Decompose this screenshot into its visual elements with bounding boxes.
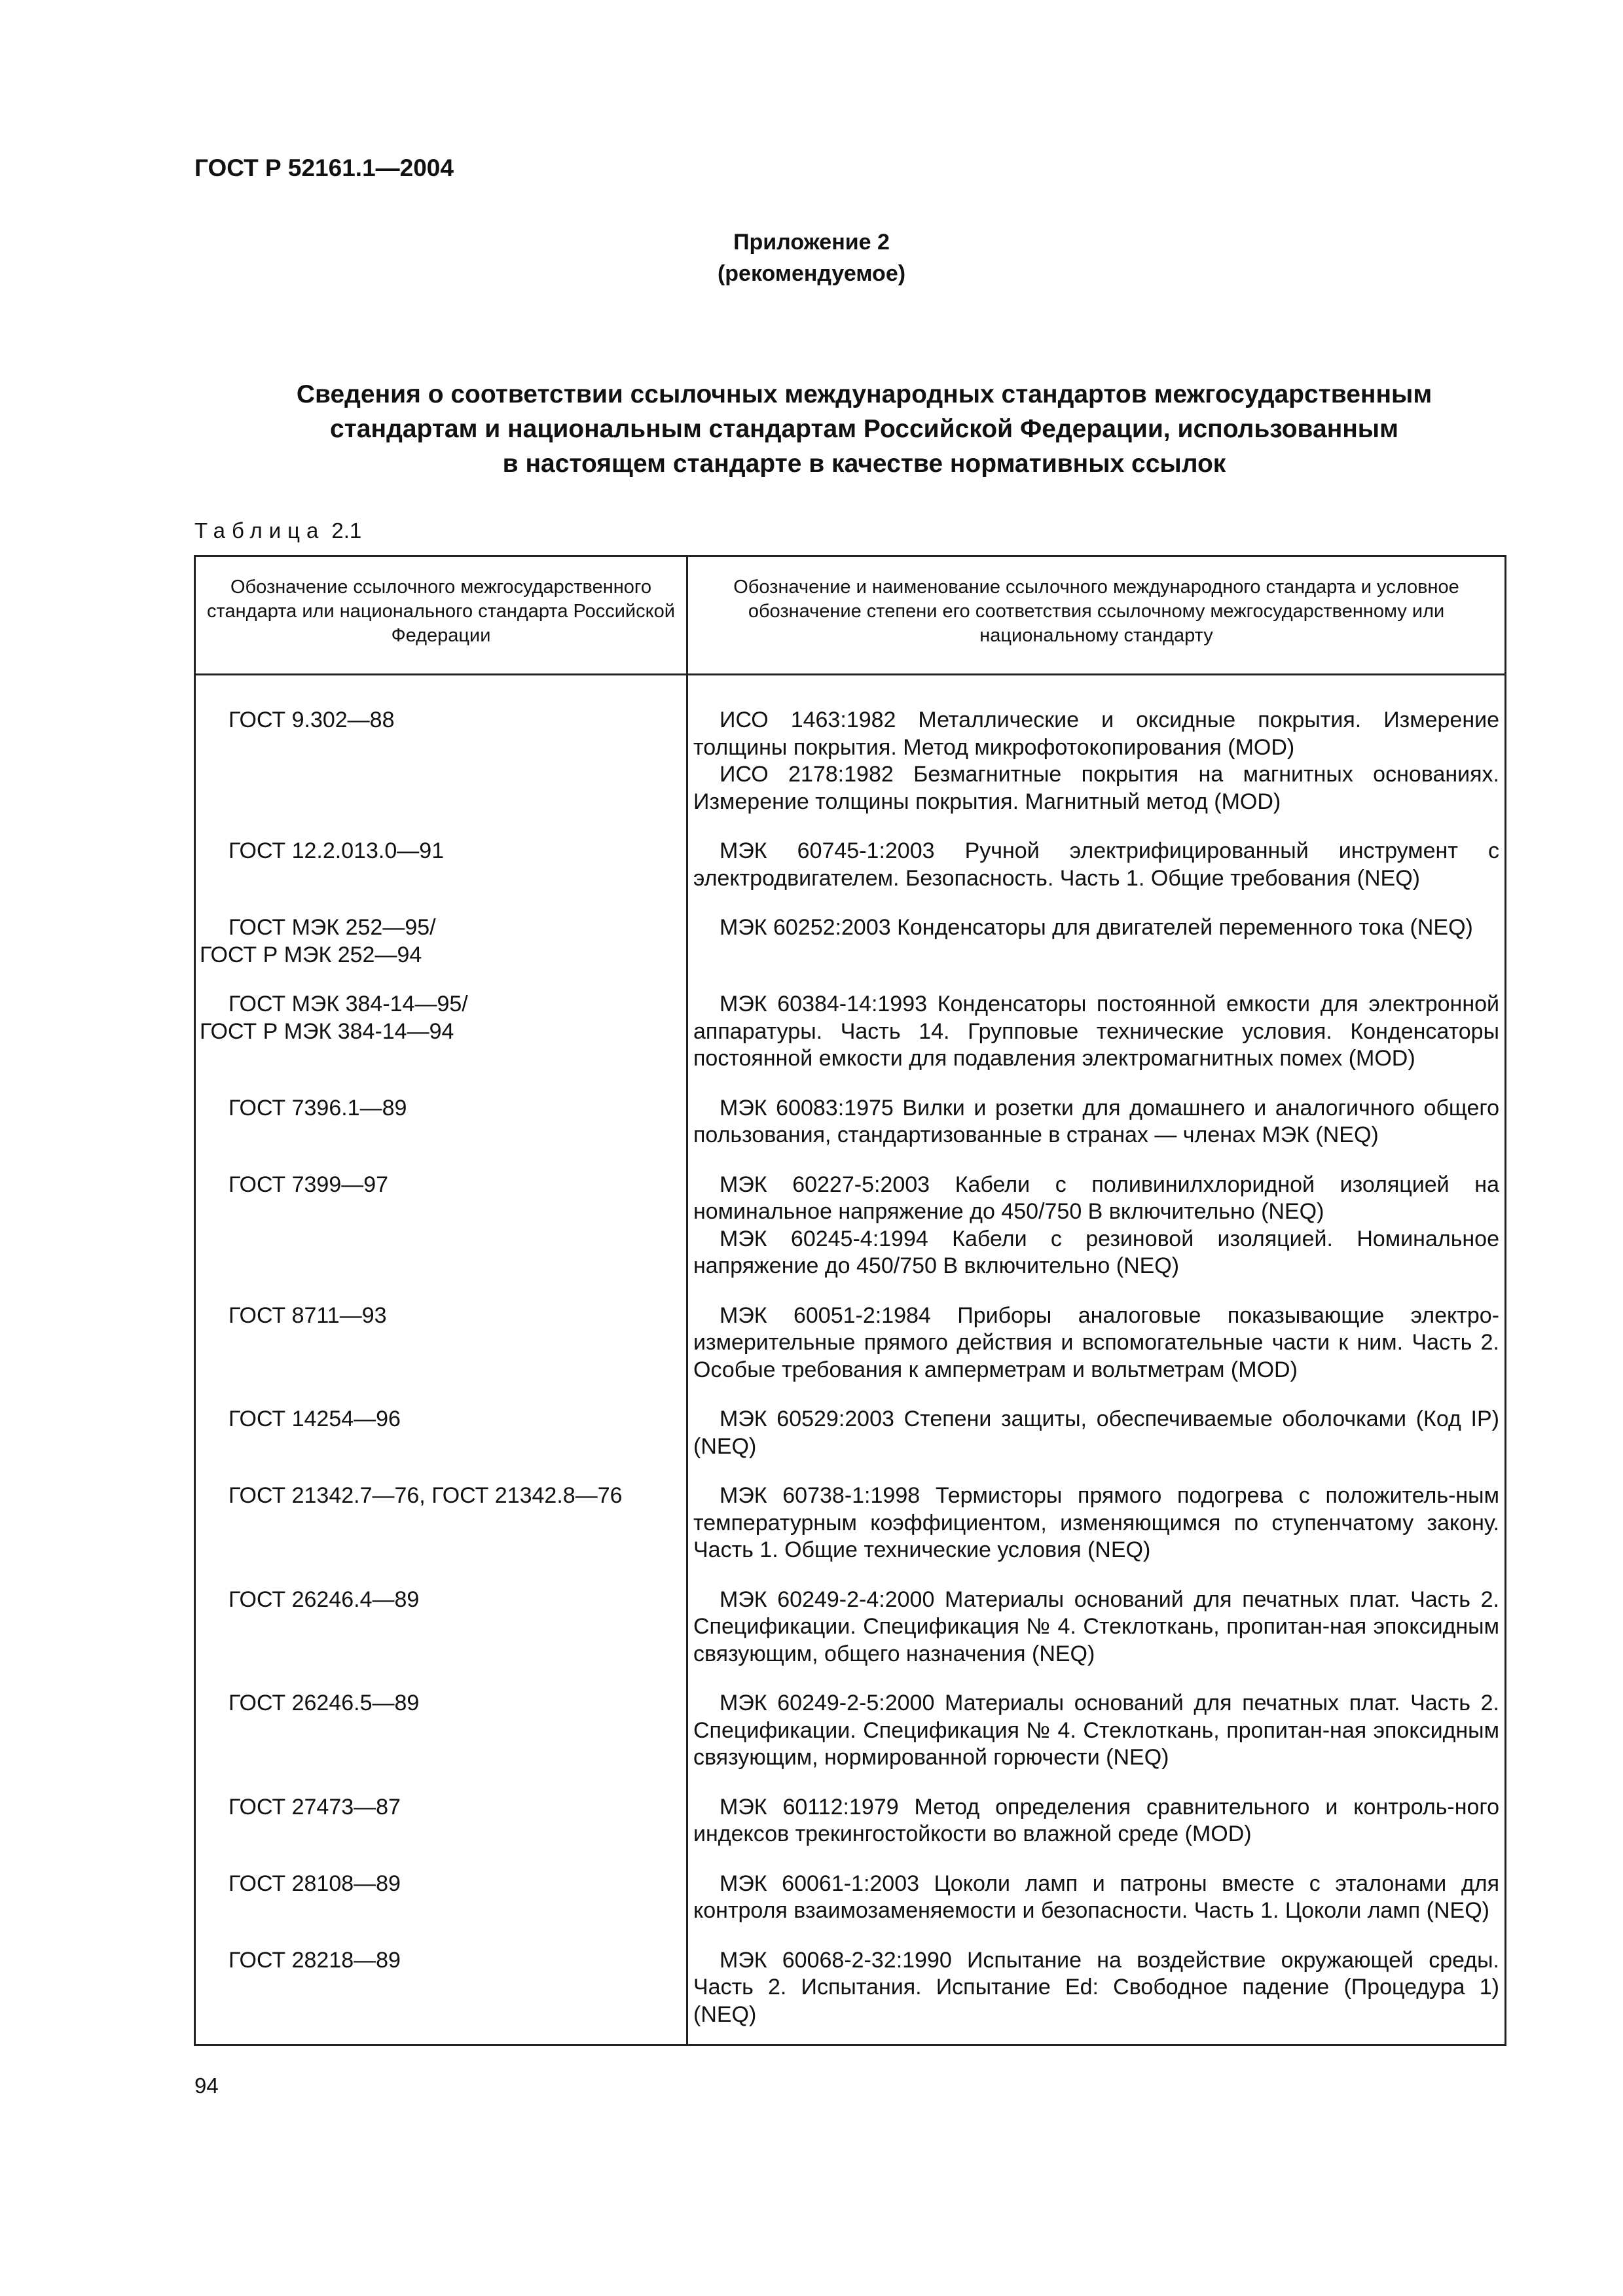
international-standard-cell bbox=[687, 1165, 1506, 1296]
appendix-heading bbox=[0, 226, 1623, 289]
international-standard-cell bbox=[687, 1296, 1506, 1400]
international-standard-entry: МЭК 60061-1:2003 Цоколи ламп и патроны вместе с эталонами для контроля взаимозаменяемости и безопасности. Часть 1. Цоколи ламп (NEQ) bbox=[693, 1871, 1499, 1923]
international-standard-entry: МЭК 60252:2003 Конденсаторы для двигателей переменного тока (NEQ) bbox=[720, 915, 1473, 940]
national-standard-cell bbox=[195, 1165, 687, 1296]
table-row bbox=[195, 1296, 1506, 1400]
table-row bbox=[195, 1399, 1506, 1476]
international-standard-entry: МЭК 60529:2003 Степени защиты, обеспечиваемые оболочками (Код IP)(NEQ) bbox=[693, 1407, 1499, 1459]
national-standard-cell bbox=[195, 908, 687, 984]
international-standard-cell bbox=[687, 908, 1506, 984]
international-standard-cell bbox=[687, 1580, 1506, 1684]
table-row bbox=[195, 1476, 1506, 1580]
table-row bbox=[195, 675, 1506, 832]
table-caption-number: 2.1 bbox=[331, 518, 362, 543]
national-standard-code-alt: ГОСТ Р МЭК 384-14—94 bbox=[200, 1018, 454, 1044]
national-standard-code: ГОСТ 7399—97 bbox=[228, 1172, 389, 1197]
national-standard-code: ГОСТ МЭК 252—95/ bbox=[228, 915, 436, 940]
international-standard-cell bbox=[687, 1399, 1506, 1476]
international-standard-entry: МЭК 60249-2-5:2000 Материалы оснований для печатных плат. Часть 2. Спецификации. Спецификация № 4. Стеклоткань, пропитан-ная эпоксидным связующим, нормированной горючести (NEQ) bbox=[693, 1691, 1499, 1770]
table-caption-label: Таблица bbox=[194, 518, 325, 543]
international-standard-entry: МЭК 60249-2-4:2000 Материалы оснований для печатных плат. Часть 2. Спецификации. Спецификация № 4. Стеклоткань, пропитан-ная эпоксидным связующим, общего назначения (NEQ) bbox=[693, 1587, 1499, 1666]
national-standard-code: ГОСТ МЭК 384-14—95/ bbox=[228, 992, 468, 1016]
national-standard-code: ГОСТ 9.302—88 bbox=[228, 708, 395, 732]
header-national-standard: Обозначение ссылочного межгосударственного стандарта или национального стандарта Российской Федерации bbox=[195, 556, 687, 675]
national-standard-code: ГОСТ 28218—89 bbox=[228, 1947, 401, 1973]
national-standard-cell bbox=[195, 1580, 687, 1684]
international-standard-entry: МЭК 60227-5:2003 Кабели с поливинилхлоридной изоляцией на номинальное напряжение до 450/750 В включительно (NEQ) bbox=[693, 1172, 1499, 1224]
international-standard-cell bbox=[687, 1088, 1506, 1165]
table-row bbox=[195, 1580, 1506, 1684]
national-standard-cell bbox=[195, 1476, 687, 1580]
national-standard-code: ГОСТ 26246.4—89 bbox=[228, 1587, 420, 1612]
international-standard-cell bbox=[687, 1787, 1506, 1864]
national-standard-cell bbox=[195, 831, 687, 908]
national-standard-code: ГОСТ 7396.1—89 bbox=[228, 1095, 407, 1121]
national-standard-cell bbox=[195, 1787, 687, 1864]
table-row bbox=[195, 1088, 1506, 1165]
national-standard-code: ГОСТ 28108—89 bbox=[228, 1871, 401, 1896]
national-standard-cell bbox=[195, 1864, 687, 1941]
international-standard-cell bbox=[687, 1941, 1506, 2045]
section-title bbox=[216, 377, 1512, 481]
section-title-line-1: Сведения о соответствии ссылочных международных стандартов межгосударственным bbox=[296, 380, 1432, 408]
table-row bbox=[195, 1864, 1506, 1941]
international-standard-cell bbox=[687, 1683, 1506, 1787]
header-international-standard: Обозначение и наименование ссылочного международного стандарта и условное обозначение степени его соответствия ссылочному межгосударственному или национальному стандарту bbox=[687, 556, 1506, 675]
national-standard-code: ГОСТ 27473—87 bbox=[228, 1794, 401, 1820]
standards-table bbox=[194, 555, 1506, 2046]
table-row bbox=[195, 1165, 1506, 1296]
international-standard-cell bbox=[687, 1864, 1506, 1941]
international-standard-entry: МЭК 60738-1:1998 Термисторы прямого подогрева с положитель-ным температурным коэффициентом, изменяющимся по ступенчатому закону. Часть 1. Общие технические условия (NEQ) bbox=[693, 1483, 1499, 1562]
international-standard-entry: ИСО 1463:1982 Металлические и оксидные покрытия. Измерение толщины покрытия. Метод микрофотокопирования (MOD) bbox=[693, 708, 1499, 760]
national-standard-code: ГОСТ 12.2.013.0—91 bbox=[228, 838, 445, 863]
table-caption bbox=[194, 518, 361, 543]
international-standard-entry: ИСО 2178:1982 Безмагнитные покрытия на магнитных основаниях. Измерение толщины покрытия. Магнитный метод (MOD) bbox=[693, 762, 1499, 814]
section-title-line-2: стандартам и национальным стандартам Российской Федерации, использованным bbox=[330, 415, 1398, 443]
national-standard-code: ГОСТ 26246.5—89 bbox=[228, 1691, 420, 1715]
national-standard-cell bbox=[195, 1296, 687, 1400]
table-row bbox=[195, 831, 1506, 908]
international-standard-entry: МЭК 60083:1975 Вилки и розетки для домашнего и аналогичного общего пользования, стандартизованные в странах — членах МЭК (NEQ) bbox=[693, 1095, 1499, 1147]
national-standard-code: ГОСТ 14254—96 bbox=[228, 1407, 401, 1431]
national-standard-cell bbox=[195, 1399, 687, 1476]
national-standard-code: ГОСТ 21342.7—76, ГОСТ 21342.8—76 bbox=[228, 1483, 623, 1508]
national-standard-code-alt: ГОСТ Р МЭК 252—94 bbox=[200, 942, 422, 967]
international-standard-entry: МЭК 60068-2-32:1990 Испытание на воздействие окружающей среды. Часть 2. Испытания. Испытание Ed: Свободное падение (Процедура 1) (NEQ) bbox=[693, 1947, 1499, 2027]
international-standard-cell bbox=[687, 831, 1506, 908]
table-row bbox=[195, 908, 1506, 984]
national-standard-cell bbox=[195, 984, 687, 1088]
international-standard-cell bbox=[687, 1476, 1506, 1580]
document-code: ГОСТ Р 52161.1—2004 bbox=[194, 154, 454, 181]
international-standard-entry: МЭК 60745-1:2003 Ручной электрифицированный инструмент с электродвигателем. Безопасность. Часть 1. Общие требования (NEQ) bbox=[693, 838, 1499, 891]
national-standard-cell bbox=[195, 1088, 687, 1165]
page-number: 94 bbox=[194, 2073, 219, 2098]
international-standard-cell bbox=[687, 675, 1506, 832]
appendix-title: Приложение 2 bbox=[733, 230, 890, 255]
international-standard-entry: МЭК 60112:1979 Метод определения сравнительного и контроль-ного индексов трекингостойкости во влажной среде (MOD) bbox=[693, 1794, 1499, 1846]
appendix-status: (рекомендуемое) bbox=[717, 261, 906, 286]
international-standard-entry: МЭК 60384-14:1993 Конденсаторы постоянной емкости для электронной аппаратуры. Часть 14. Групповые технические условия. Конденсаторы постоянной емкости для подавления электромагнитных помех (MOD) bbox=[693, 992, 1499, 1071]
table-body bbox=[195, 675, 1506, 2045]
national-standard-code: ГОСТ 8711—93 bbox=[228, 1302, 387, 1328]
national-standard-cell bbox=[195, 675, 687, 832]
table-row bbox=[195, 984, 1506, 1088]
national-standard-cell bbox=[195, 1941, 687, 2045]
section-title-line-3: в настоящем стандарте в качестве нормативных ссылок bbox=[502, 450, 1226, 478]
table-header-row bbox=[195, 556, 1506, 675]
national-standard-cell bbox=[195, 1683, 687, 1787]
table-row bbox=[195, 1787, 1506, 1864]
table-row bbox=[195, 1683, 1506, 1787]
international-standard-entry: МЭК 60245-4:1994 Кабели с резиновой изоляцией. Номинальное напряжение до 450/750 В включительно (NEQ) bbox=[693, 1226, 1499, 1278]
table-row bbox=[195, 1941, 1506, 2045]
international-standard-entry: МЭК 60051-2:1984 Приборы аналоговые показывающие электро-измерительные прямого действия и вспомогательные части к ним. Часть 2. Особые требования к амперметрам и вольтметрам (MOD) bbox=[693, 1302, 1499, 1382]
international-standard-cell bbox=[687, 984, 1506, 1088]
